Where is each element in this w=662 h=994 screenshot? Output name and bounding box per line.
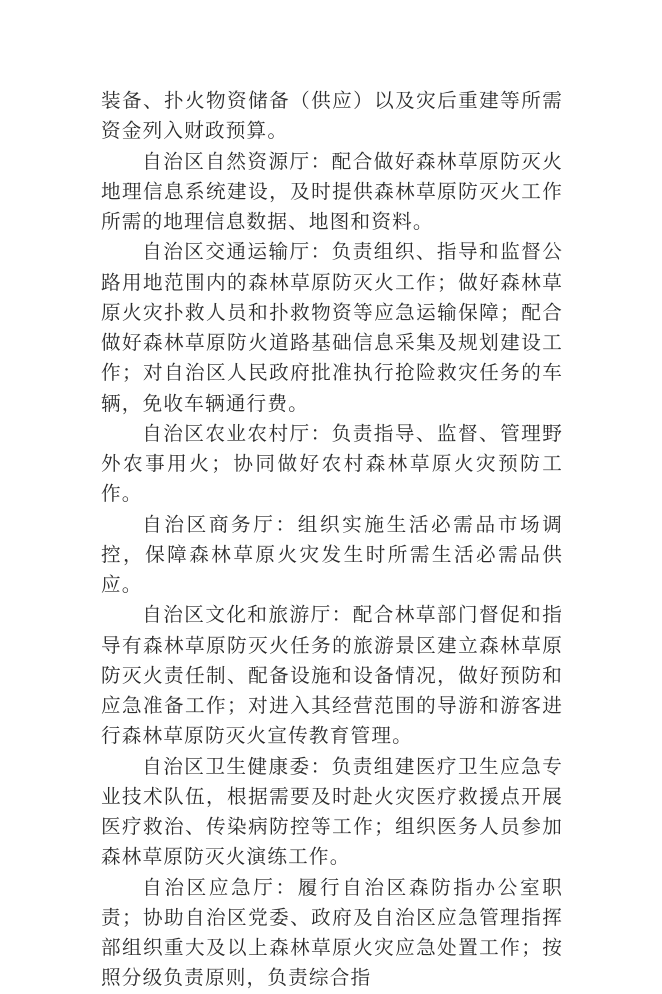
paragraph-funding-continuation: 装备、扑火物资储备（供应）以及灾后重建等所需资金列入财政预算。 xyxy=(101,89,563,143)
paragraph-emergency-dept: 自治区应急厅：履行自治区森防指办公室职责；协助自治区党委、政府及自治区应急管理指挥部组织重大及以上森林草原火灾应急处置工作；按照分级负责原则，负责综合指 xyxy=(101,875,563,990)
paragraph-health-commission: 自治区卫生健康委：负责组建医疗卫生应急专业技术队伍，根据需要及时赴火灾医疗救援点开展医疗救治、传染病防控等工作；组织医务人员参加森林草原防灭火演练工作。 xyxy=(101,754,563,869)
paragraph-agriculture-dept: 自治区农业农村厅：负责指导、监督、管理野外农事用火；协同做好农村森林草原火灾预防工作。 xyxy=(101,421,563,506)
paragraph-commerce-dept: 自治区商务厅：组织实施生活必需品市场调控，保障森林草原火灾发生时所需生活必需品供应。 xyxy=(101,512,563,596)
document-page xyxy=(101,86,563,994)
paragraph-natural-resources-dept: 自治区自然资源厅：配合做好森林草原防灭火地理信息系统建设，及时提供森林草原防灭火工作所需的地理信息数据、地图和资料。 xyxy=(101,149,563,233)
paragraph-culture-tourism-dept: 自治区文化和旅游厅：配合林草部门督促和指导有森林草原防灭火任务的旅游景区建立森林草原防灭火责任制、配备设施和设备情况，做好预防和应急准备工作；对进入其经营范围的导游和游客进行森林草原防灭火宣传教育管理。 xyxy=(101,603,563,748)
paragraph-transport-dept: 自治区交通运输厅：负责组织、指导和监督公路用地范围内的森林草原防灭火工作；做好森林草原火灾扑救人员和扑救物资等应急运输保障；配合做好森林草原防火道路基础信息采集及规划建设工作；对自治区人民政府批准执行抢险救灾任务的车辆，免收车辆通行费。 xyxy=(101,240,563,415)
